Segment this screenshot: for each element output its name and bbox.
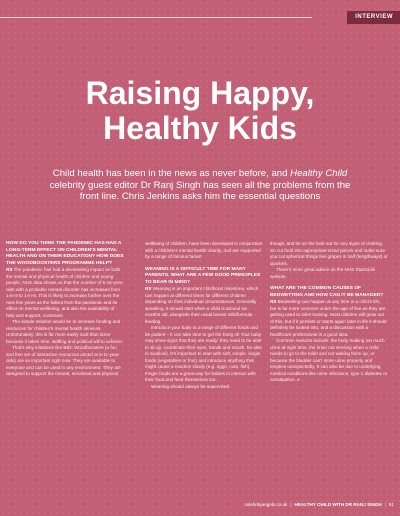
- standfirst-part-1: Child health has been in the news as never before, and: [52, 168, 291, 179]
- answer-3: [270, 299, 388, 338]
- answer-2-text: Weaning is an important childhood milestone, which can happen at different times for different children depending on their individual circumstances. Generally speaking, it should start when a child is around six months old, alongside their usual breast milk/formula feeding.: [145, 286, 259, 324]
- answer-3-text: Bedwetting can happen at any time in a child's life, but is far more common under the age of five as they are getting used to toilet training. Most children will grow out of this, but if it persists or starts again later in life it should definitely be looked into, and a discussion with a healthcare professional is a good idea.: [270, 299, 387, 337]
- standfirst-italic: Healthy Child: [290, 168, 348, 179]
- question-2: WEANING IS A DIFFICULT TIME FOR MANY PARENTS. WHAT ARE A FEW GOOD PRINCIPLES TO BEAR IN MIND?: [145, 266, 261, 285]
- answer-marker: RS: [6, 267, 13, 272]
- footer-magazine: HEALTHY CHILD WITH DR RANJ SINGH: [294, 502, 382, 507]
- page-number: 51: [388, 502, 394, 507]
- paragraph: though, and be on the look-out for any signs of choking. So cut food into appropriate-sized pieces and make sure you cut spherical things like grapes in half (lengthways) or quarters.: [270, 241, 388, 266]
- title-line-2: Healthy Kids: [103, 110, 297, 146]
- article-title: [0, 76, 400, 146]
- standfirst-part-2: celebrity guest editor Dr Ranj Singh has seen all the problems from the front line. Chris Jenkins asks him the essential questions: [49, 179, 351, 202]
- paragraph-text: Common reasons include: the body making too much urine at night time, the brain not sensing when a child needs to go to the toilet and not waking them up, or because the bladder can't store urine properly and empties unexpectedly. It can also be due to underlying medical conditions like urine infections, type 1 diabetes or constipation.: [270, 338, 388, 382]
- answer-1-text: The pandemic has had a devastating impact on both the mental and physical health of children and young people. NHS data shows us that the number of 5-16-year-olds with a probable mental disorder has increased from 1-in-9 to 1-in-6. This is likely to increase further over the next few years as the fallout from the pandemic and its effect on mental wellbeing, and also the availability of help and support, continues.: [6, 267, 124, 318]
- header-rule: [0, 17, 312, 18]
- paragraph: There's more great advice on the NHS Start4Life website.: [270, 267, 376, 279]
- column-3: [270, 241, 388, 384]
- answer-marker: RS: [270, 299, 277, 304]
- answer-2: [145, 286, 263, 325]
- standfirst: [40, 168, 360, 203]
- paragraph: Weaning should always be supervised: [151, 383, 230, 389]
- paragraph: The simple solution would be to increase funding and resources for children's mental health services. Unfortunately, this is far more easily said than done because it takes time, staffing and political will to achieve.: [6, 319, 124, 344]
- answer-marker: RS: [145, 286, 152, 291]
- title-line-1: Raising Happy,: [85, 75, 315, 111]
- end-mark: »: [297, 377, 300, 382]
- answer-1: [6, 267, 124, 319]
- column-2: [145, 241, 263, 390]
- paragraph: Introduce your baby to a range of different foods and be patient – it can take time to get the hang of! Your baby may show signs that they are ready: they need to be able to sit up, coordinate their eyes, hands and mouth, be able to swallow). It's important to start with soft, simple, single foods (vegetables or fruit) and introduce anything that might cause a reaction slowly (e.g. eggs, nuts, fish). Finger foods are a great way for babies to interact with their food and feed themselves too.: [145, 325, 262, 382]
- question-3: WHAT ARE THE COMMON CAUSES OF BEDWETTING AND HOW CAN IT BE MANAGED?: [270, 286, 384, 298]
- section-tag: INTERVIEW: [347, 11, 400, 24]
- column-1: [6, 241, 124, 378]
- paragraph: [270, 338, 388, 384]
- question-1: HOW DO YOU THINK THE PANDEMIC HAS HAD A LONG-TERM EFFECT ON CHILDREN'S MENTAL HEALTH AND ON THEIR EDUCATION? HOW DOES THE WOODBOOSTERS PROGRAMME HELP?: [6, 241, 124, 266]
- footer-separator: |: [384, 502, 386, 507]
- footer-website: celebrityangels.co.uk: [244, 502, 288, 507]
- paragraph: That's why initiatives like BBC Woodboosters (a fun and free set of interactive resources aimed at 5-11-year-olds) are so important right now. They are available to everyone and can be used in any environment. They are designed to support the mental, emotional and physical: [6, 345, 121, 376]
- footer-separator: |: [290, 502, 292, 507]
- paragraph: wellbeing of children, have been developed in conjunction with a children's mental health charity, and are supported by a range of famous faces!: [145, 241, 263, 259]
- page-footer: [244, 502, 394, 508]
